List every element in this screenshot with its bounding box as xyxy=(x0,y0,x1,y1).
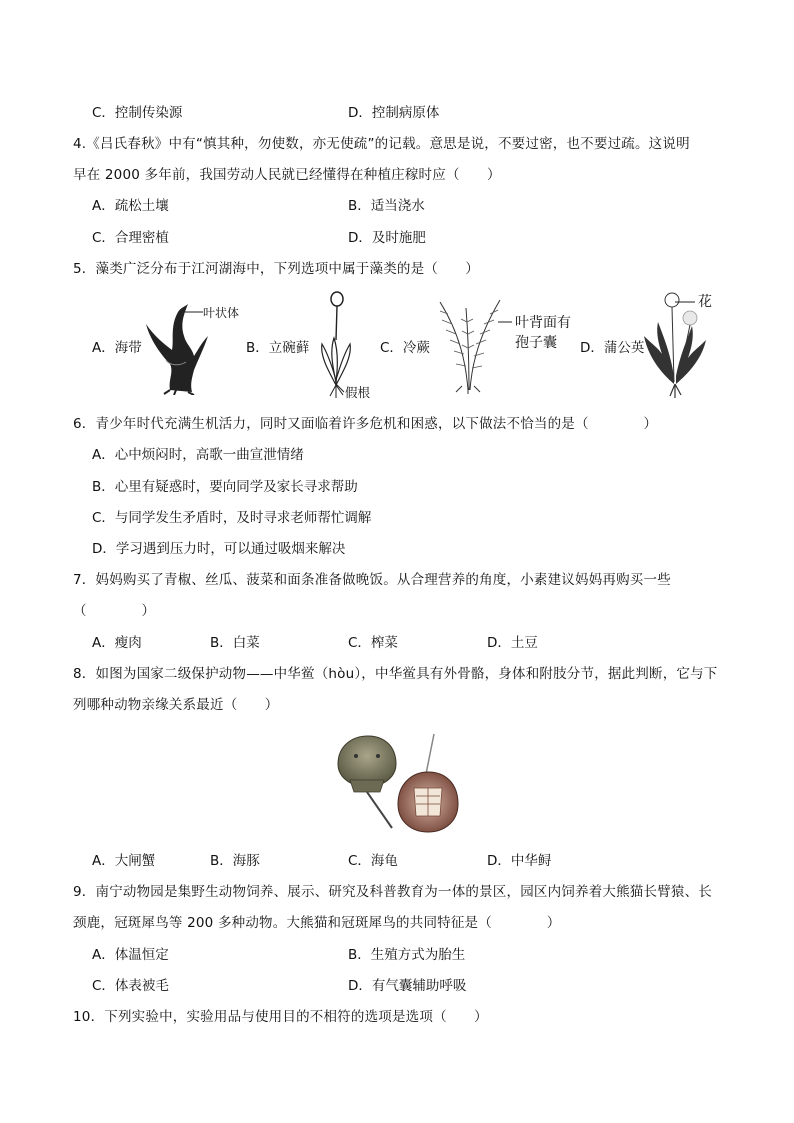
q4-option-a: A．疏松土壤 xyxy=(92,198,169,214)
leaf-body-label: 叶状体 xyxy=(203,306,240,320)
q9-stem-line1: 9．南宁动物园是集野生动物饲养、展示、研究及科普教育为一体的景区，园区内饲养着大熊猫长臂猿、长 xyxy=(73,884,712,900)
rhizoid-label: 假根 xyxy=(345,385,371,400)
spore-label-line2: 孢子囊 xyxy=(515,335,557,351)
q7-option-d: D．土豆 xyxy=(487,635,538,651)
q6-option-a: A．心中烦闷时，高歌一曲宣泄情绪 xyxy=(92,447,304,463)
q7-option-b: B．白菜 xyxy=(210,635,260,651)
spore-label-line xyxy=(498,319,514,325)
q7-stem-line2: （ ） xyxy=(73,603,156,619)
q8-stem-line2: 列哪种动物亲缘关系最近（ ） xyxy=(73,697,279,713)
fern-figure xyxy=(430,294,510,394)
spore-label-line1: 叶背面有 xyxy=(515,315,571,331)
q4-stem-line1: 4.《吕氏春秋》中有“慎其种，勿使数，亦无使疏”的记载。意思是说，不要过密，也不要过疏。这说明 xyxy=(73,136,690,152)
q8-option-d: D．中华鲟 xyxy=(487,853,552,869)
q8-option-a: A．大闸蟹 xyxy=(92,853,156,869)
flower-label: 花 xyxy=(698,294,712,310)
q4-option-b: B．适当浇水 xyxy=(348,198,425,214)
q4-option-c: C．合理密植 xyxy=(92,230,169,246)
q6-option-d: D．学习遇到压力时，可以通过吸烟来解决 xyxy=(92,541,346,557)
q5-option-a: A．海带 xyxy=(92,340,142,356)
q9-option-b: B．生殖方式为胎生 xyxy=(348,947,466,963)
q4-stem-line2: 早在 2000 多年前，我国劳动人民就已经懂得在种植庄稼时应（ ） xyxy=(73,167,501,183)
q6-option-c: C．与同学发生矛盾时，及时寻求老师帮忙调解 xyxy=(92,510,372,526)
q9-option-d: D．有气囊辅助呼吸 xyxy=(348,978,467,994)
q7-option-c: C．榨菜 xyxy=(348,635,398,651)
q8-option-c: C．海龟 xyxy=(348,853,398,869)
q9-option-c: C．体表被毛 xyxy=(92,978,169,994)
q9-option-a: A．体温恒定 xyxy=(92,947,169,963)
q3-option-c: C．控制传染源 xyxy=(92,105,183,121)
q6-option-b: B．心里有疑惑时，要向同学及家长寻求帮助 xyxy=(92,479,358,495)
flower-label-line xyxy=(675,299,697,305)
q5-option-b: B．立碗藓 xyxy=(246,340,310,356)
q5-option-d: D．蒲公英 xyxy=(580,340,645,356)
horseshoe-crab-photo xyxy=(330,728,475,840)
q10-stem: 10．下列实验中，实验用品与使用目的不相符的选项是选项（ ） xyxy=(73,1009,488,1025)
leaf-label-line xyxy=(185,308,205,316)
q7-option-a: A．瘦肉 xyxy=(92,635,142,651)
q6-stem: 6．青少年时代充满生机活力，同时又面临着许多危机和困惑，以下做法不恰当的是（ ） xyxy=(73,416,658,432)
q9-stem-line2: 颈鹿，冠斑犀鸟等 200 多种动物。大熊猫和冠斑犀鸟的共同特征是（ ） xyxy=(73,915,561,931)
q7-stem-line1: 7．妈妈购买了青椒、丝瓜、菠菜和面条准备做晚饭。从合理营养的角度，小素建议妈妈再购买一些 xyxy=(73,572,671,588)
q4-option-d: D．及时施肥 xyxy=(348,230,426,246)
q5-option-c: C．冷蕨 xyxy=(380,340,430,356)
q8-option-b: B．海豚 xyxy=(210,853,260,869)
q3-option-d: D．控制病原体 xyxy=(348,105,440,121)
q5-stem: 5．藻类广泛分布于江河湖海中，下列选项中属于藻类的是（ ） xyxy=(73,261,480,277)
q8-stem-line1: 8．如图为国家二级保护动物——中华鲎（hòu），中华鲎具有外骨骼，身体和附肢分节，据此判断，它与下 xyxy=(73,666,718,682)
